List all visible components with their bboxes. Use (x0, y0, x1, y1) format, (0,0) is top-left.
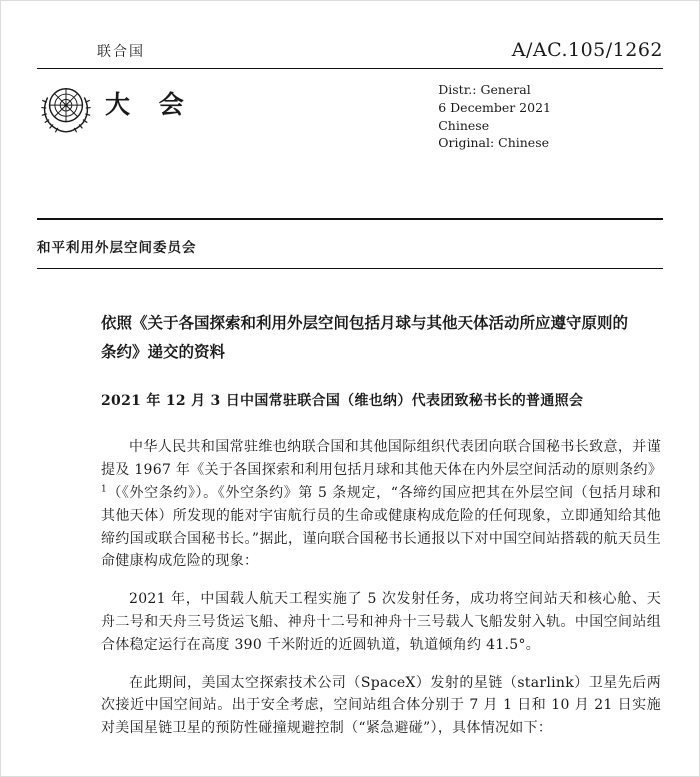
paragraph-1 (101, 436, 661, 573)
assembly-title: 大 会 (105, 90, 194, 119)
section-divider-thick (37, 218, 663, 220)
un-emblem-icon (37, 81, 95, 139)
section-divider-thin (37, 268, 663, 269)
paragraph-1-text: 中华人民共和国常驻维也纳联合国和其他国际组织代表团向联合国秘书长致意，并谨提及 1967 年《关于各国探索和利用包括月球和其他天体在内外层空间活动的原则条约》 (101, 439, 663, 479)
footnote-reference: 1 (101, 484, 108, 495)
document-symbol: A/AC.105/1262 (511, 39, 663, 61)
distr-line: Distr.: General (438, 82, 531, 97)
date-line: 6 December 2021 (438, 99, 551, 115)
paragraph-2: 2021 年，中国载人航天工程实施了 5 次发射任务，成功将空间站天和核心舱、天舟二号和天舟三号货运飞船、神舟十二号和神舟十三号载人飞船发射入轨。中国空间站组合体稳定运行在高度 390 千米附近的近圆轨道，轨道倾角约 41.5°。 (101, 591, 661, 653)
org-name: 联合国 (97, 44, 145, 60)
paragraph-3: 在此期间，美国太空探索技术公司（SpaceX）发射的星链（starlink）卫星先后两次接近中国空间站。出于安全考虑，空间站组合体分别于 7 月 1 日和 10 月 21 日实施对美国星链卫星的预防性碰撞规避控制（“紧急避碰”），具体情况如下： (101, 674, 661, 737)
original-language-line: Original: Chinese (438, 135, 550, 151)
paragraph-1-text-continued: （《外空条约》）。《外空条约》第 5 条规定，“各缔约国应把其在外层空间（包括月球和其他天体）所发现的能对宇宙航行员的生命或健康构成危险的任何现象，立即通知给其他缔约国或联合国秘书长。”据此，谨向联合国秘书长通报以下对中国空间站搭载的航天员生命健康构成危险的现象： (101, 484, 661, 570)
language-line: Chinese (438, 117, 490, 133)
header-divider (37, 68, 663, 69)
document-title: 依照《关于各国探索和利用外层空间包括月球与其他天体活动所应遵守原则的条约》递交的资料 (101, 313, 629, 361)
distribution-block (438, 81, 551, 152)
committee-name: 和平利用外层空间委员会 (37, 240, 197, 256)
masthead (37, 81, 663, 152)
document-body (37, 309, 663, 740)
document-header (37, 39, 663, 61)
document-subtitle: 2021 年 12 月 3 日中国常驻联合国（维也纳）代表团致秘书长的普通照会 (101, 393, 584, 410)
